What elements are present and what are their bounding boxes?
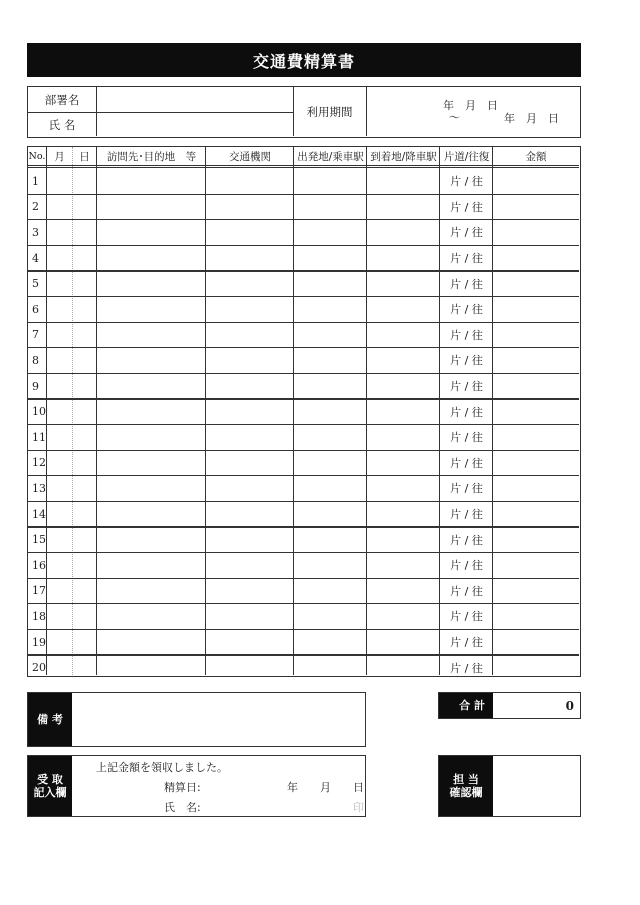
trip-type-selector[interactable]: 片 / 往 [450,252,483,266]
day-cell[interactable] [72,655,96,681]
arrival-cell[interactable] [367,245,439,271]
departure-cell[interactable] [294,348,366,374]
transport-cell[interactable] [206,373,293,399]
table-row [28,604,579,630]
header-destination: 訪問先･目的地 等 [106,150,197,163]
page-title: 交通費精算書 [252,51,355,71]
destination-cell[interactable] [97,322,205,348]
trip-type-selector[interactable]: 片 / 往 [450,431,483,445]
header-no: No. [28,150,46,162]
header-trip-type: 片道/往復 [443,150,490,163]
month-cell[interactable] [47,655,71,681]
title-bar [27,43,581,77]
transport-cell[interactable] [206,527,293,553]
transport-cell[interactable] [206,297,293,323]
transport-cell[interactable] [206,655,293,681]
settlement-month: 月 [320,781,331,794]
departure-cell[interactable] [294,425,366,451]
departure-cell[interactable] [294,297,366,323]
destination-cell[interactable] [97,169,205,195]
row-number: 15 [32,533,46,547]
departure-cell[interactable] [294,629,366,655]
arrival-cell[interactable] [367,297,439,323]
total-label: 合 計 [439,693,493,718]
header-departure: 出発地/乗車駅 [297,150,364,163]
arrival-cell[interactable] [367,322,439,348]
period-start: 年 月 日 [443,99,498,112]
arrival-cell[interactable] [367,527,439,553]
table-row [28,655,579,681]
day-cell[interactable] [72,604,96,630]
departure-cell[interactable] [294,604,366,630]
arrival-cell[interactable] [367,578,439,604]
amount-cell[interactable] [493,450,579,476]
table-row [28,553,579,579]
day-cell[interactable] [72,501,96,527]
approval-label: 担 当 確認欄 [439,756,493,816]
departure-cell[interactable] [294,450,366,476]
arrival-cell[interactable] [367,553,439,579]
transport-cell[interactable] [206,169,293,195]
day-cell[interactable] [72,169,96,195]
remarks-box [27,692,366,747]
destination-cell[interactable] [97,476,205,502]
arrival-cell[interactable] [367,271,439,297]
arrival-cell[interactable] [367,501,439,527]
settlement-date-field[interactable] [203,776,283,794]
row-number: 5 [32,277,39,291]
amount-cell[interactable] [493,297,579,323]
month-cell[interactable] [47,476,71,502]
table-row [28,425,579,451]
trip-type-selector[interactable]: 片 / 往 [450,380,483,394]
amount-cell[interactable] [493,476,579,502]
receipt-name-label: 氏 名: [164,801,201,814]
amount-cell[interactable] [493,425,579,451]
departure-cell[interactable] [294,655,366,681]
month-cell[interactable] [47,399,71,425]
amount-cell[interactable] [493,578,579,604]
period-label: 利用期間 [306,104,353,119]
receipt-statement: 上記金額を領収しました。 [96,761,228,774]
department-label: 部署名 [44,92,80,107]
arrival-cell[interactable] [367,220,439,246]
row-number: 18 [32,609,46,623]
transport-cell[interactable] [206,245,293,271]
month-cell[interactable] [47,604,71,630]
trip-type-selector[interactable]: 片 / 往 [450,533,483,547]
amount-cell[interactable] [493,194,579,220]
header-day: 日 [79,150,90,163]
day-cell[interactable] [72,629,96,655]
day-cell[interactable] [72,194,96,220]
departure-cell[interactable] [294,399,366,425]
period-end: 年 月 日 [504,112,559,125]
transport-cell[interactable] [206,476,293,502]
trip-type-selector[interactable]: 片 / 往 [450,482,483,496]
row-number: 20 [32,661,46,675]
amount-cell[interactable] [493,501,579,527]
arrival-cell[interactable] [367,373,439,399]
transport-cell[interactable] [206,425,293,451]
table-row [28,399,579,425]
month-cell[interactable] [47,527,71,553]
period-field[interactable] [367,87,580,136]
name-field[interactable] [97,112,292,137]
remarks-label: 備 考 [28,693,72,746]
arrival-cell[interactable] [367,348,439,374]
arrival-cell[interactable] [367,194,439,220]
destination-cell[interactable] [97,629,205,655]
row-number: 16 [32,558,46,572]
table-row [28,322,579,348]
day-cell[interactable] [72,578,96,604]
approval-box [438,755,581,817]
header-divider [28,165,579,166]
destination-cell[interactable] [97,373,205,399]
trip-type-selector[interactable]: 片 / 往 [450,277,483,291]
month-cell[interactable] [47,501,71,527]
row-number: 13 [32,481,46,495]
settlement-year: 年 [287,781,298,794]
arrival-cell[interactable] [367,425,439,451]
trip-type-selector[interactable]: 片 / 往 [450,610,483,624]
month-cell[interactable] [47,578,71,604]
transport-cell[interactable] [206,604,293,630]
table-row [28,245,579,271]
destination-cell[interactable] [97,450,205,476]
departure-cell[interactable] [294,501,366,527]
expense-table [27,146,581,677]
destination-cell[interactable] [97,655,205,681]
settlement-day: 日 [353,781,364,794]
departure-cell[interactable] [294,194,366,220]
trip-type-selector[interactable]: 片 / 往 [450,584,483,598]
table-row [28,271,579,297]
header-transport: 交通機関 [229,150,271,163]
day-cell[interactable] [72,476,96,502]
amount-cell[interactable] [493,655,579,681]
day-cell[interactable] [72,220,96,246]
table-row [28,220,579,246]
amount-cell[interactable] [493,373,579,399]
total-box [438,692,581,719]
month-cell[interactable] [47,322,71,348]
transport-cell[interactable] [206,399,293,425]
row-number: 11 [32,430,46,444]
trip-type-selector[interactable]: 片 / 往 [450,200,483,214]
departure-cell[interactable] [294,322,366,348]
row-number: 12 [32,456,46,470]
table-row [28,629,579,655]
name-label: 氏 名 [48,117,76,132]
destination-cell[interactable] [97,297,205,323]
trip-type-selector[interactable]: 片 / 往 [450,636,483,650]
receipt-box [27,755,366,817]
trip-type-selector[interactable]: 片 / 往 [450,226,483,240]
seal-mark: 印 [353,801,364,814]
row-number: 14 [32,507,46,521]
month-cell[interactable] [47,425,71,451]
month-cell[interactable] [47,348,71,374]
table-row [28,194,579,220]
departure-cell[interactable] [294,169,366,195]
table-row [28,527,579,553]
receipt-name-field[interactable] [203,796,343,814]
day-cell[interactable] [72,373,96,399]
header-amount: 金額 [525,150,547,163]
row-number: 9 [32,379,39,393]
amount-cell[interactable] [493,271,579,297]
trip-type-selector[interactable]: 片 / 往 [450,175,483,189]
amount-cell[interactable] [493,629,579,655]
total-value: 0 [565,698,574,713]
day-cell[interactable] [72,245,96,271]
destination-cell[interactable] [97,220,205,246]
month-cell[interactable] [47,271,71,297]
day-cell[interactable] [72,399,96,425]
departure-cell[interactable] [294,373,366,399]
amount-cell[interactable] [493,220,579,246]
departure-cell[interactable] [294,578,366,604]
arrival-cell[interactable] [367,604,439,630]
department-field[interactable] [97,87,292,112]
month-cell[interactable] [47,169,71,195]
trip-type-selector[interactable]: 片 / 往 [450,661,483,675]
destination-cell[interactable] [97,194,205,220]
month-cell[interactable] [47,297,71,323]
arrival-cell[interactable] [367,476,439,502]
day-cell[interactable] [72,527,96,553]
destination-cell[interactable] [97,501,205,527]
destination-cell[interactable] [97,348,205,374]
amount-cell[interactable] [493,169,579,195]
row-number: 4 [32,251,39,265]
trip-type-selector[interactable]: 片 / 往 [450,456,483,470]
amount-cell[interactable] [493,527,579,553]
day-cell[interactable] [72,425,96,451]
month-cell[interactable] [47,245,71,271]
transport-cell[interactable] [206,578,293,604]
amount-cell[interactable] [493,322,579,348]
month-cell[interactable] [47,553,71,579]
table-row [28,297,579,323]
month-cell[interactable] [47,629,71,655]
transport-cell[interactable] [206,322,293,348]
remarks-field[interactable] [73,693,365,746]
trip-type-selector[interactable]: 片 / 往 [450,354,483,368]
row-number: 7 [32,328,39,342]
destination-cell[interactable] [97,271,205,297]
day-cell[interactable] [72,297,96,323]
approval-field[interactable] [494,756,580,816]
settlement-date-label: 精算日: [164,781,201,794]
receipt-label: 受 取 記入欄 [28,756,72,816]
row-number: 19 [32,635,46,649]
departure-cell[interactable] [294,271,366,297]
destination-cell[interactable] [97,399,205,425]
amount-cell[interactable] [493,348,579,374]
transport-cell[interactable] [206,348,293,374]
transport-cell[interactable] [206,220,293,246]
day-cell[interactable] [72,348,96,374]
table-row [28,578,579,604]
row-number: 6 [32,302,39,316]
arrival-cell[interactable] [367,399,439,425]
amount-cell[interactable] [493,399,579,425]
day-cell[interactable] [72,553,96,579]
trip-type-selector[interactable]: 片 / 往 [450,559,483,573]
table-row [28,501,579,527]
departure-cell[interactable] [294,476,366,502]
header-month: 月 [54,150,65,163]
destination-cell[interactable] [97,527,205,553]
departure-cell[interactable] [294,245,366,271]
arrival-cell[interactable] [367,450,439,476]
row-number: 1 [32,174,39,188]
transport-cell[interactable] [206,271,293,297]
destination-cell[interactable] [97,245,205,271]
destination-cell[interactable] [97,604,205,630]
trip-type-selector[interactable]: 片 / 往 [450,328,483,342]
table-row [28,476,579,502]
row-number: 3 [32,225,39,239]
day-cell[interactable] [72,322,96,348]
amount-cell[interactable] [493,553,579,579]
departure-cell[interactable] [294,527,366,553]
day-cell[interactable] [72,271,96,297]
trip-type-selector[interactable]: 片 / 往 [450,405,483,419]
departure-cell[interactable] [294,553,366,579]
month-cell[interactable] [47,373,71,399]
day-cell[interactable] [72,450,96,476]
transport-cell[interactable] [206,629,293,655]
row-number: 10 [32,405,46,419]
table-row [28,169,579,195]
arrival-cell[interactable] [367,655,439,681]
period-tilde: ～ [449,111,460,124]
arrival-cell[interactable] [367,629,439,655]
transport-cell[interactable] [206,553,293,579]
destination-cell[interactable] [97,578,205,604]
arrival-cell[interactable] [367,169,439,195]
row-number: 8 [32,353,39,367]
amount-cell[interactable] [493,604,579,630]
row-number: 2 [32,200,39,214]
trip-type-selector[interactable]: 片 / 往 [450,508,483,522]
trip-type-selector[interactable]: 片 / 往 [450,303,483,317]
departure-cell[interactable] [294,220,366,246]
transport-cell[interactable] [206,501,293,527]
table-row [28,450,579,476]
transport-cell[interactable] [206,194,293,220]
transport-cell[interactable] [206,450,293,476]
month-cell[interactable] [47,220,71,246]
month-cell[interactable] [47,194,71,220]
header-arrival: 到着地/降車駅 [370,150,437,163]
table-row [28,348,579,374]
destination-cell[interactable] [97,553,205,579]
table-row [28,373,579,399]
destination-cell[interactable] [97,425,205,451]
month-cell[interactable] [47,450,71,476]
row-number: 17 [32,584,46,598]
info-table [27,86,581,138]
amount-cell[interactable] [493,245,579,271]
